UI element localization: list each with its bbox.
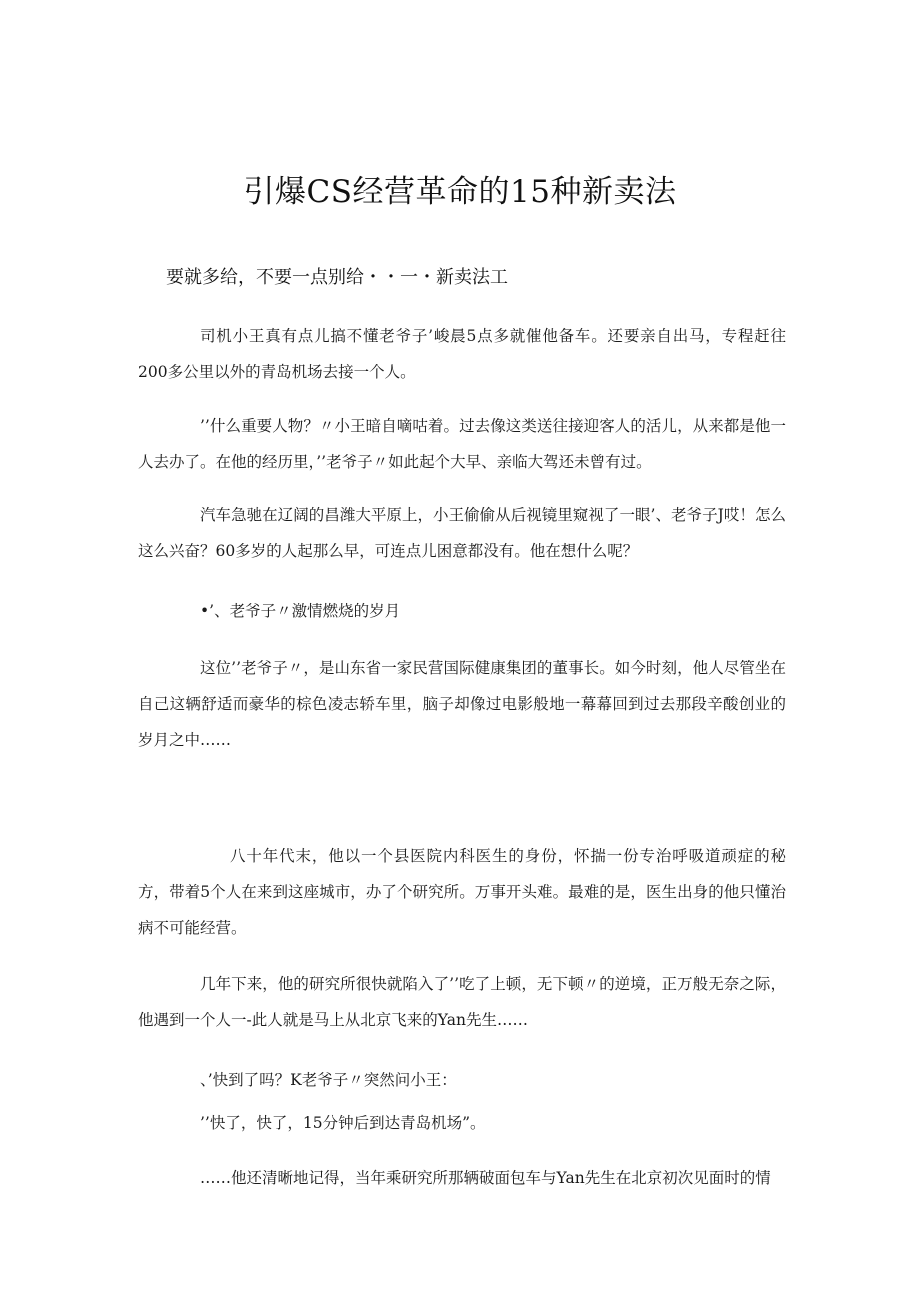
- section-heading: •’、老爷子〃激情燃烧的岁月: [200, 602, 401, 620]
- paragraph-2: ’’什么重要人物？〃小王暗自嘀咕着。过去像这类送往接迎客人的活儿，从来都是他一人去办了。在他的经历里，’’老爷子〃如此起个大早、亲临大驾还未曾有过。: [138, 417, 786, 471]
- document-title: 引爆CS经营革命的15种新卖法: [243, 174, 677, 210]
- document-subtitle: 要就多给，不要一点别给・・一・新卖法工: [166, 267, 508, 288]
- dialog-line-2: ’’快了，快了，15分钟后到达青岛机场”。: [200, 1114, 486, 1132]
- paragraph-5: 八十年代末，他以一个县医院内科医生的身份，怀揣一份专治呼吸道顽症的秘方，带着5个人在来到这座城市，办了个研究所。万事开头难。最难的是，医生出身的他只懂治病不可能经营。: [138, 847, 786, 937]
- dialog-line-1: 、’快到了吗？K老爷子〃突然问小王：: [200, 1071, 457, 1089]
- paragraph-4: 这位’’老爷子〃，是山东省一家民营国际健康集团的董事长。如今时刻，他人尽管坐在自己这辆舒适而豪华的棕色凌志轿车里，脑子却像过电影般地一幕幕回到过去那段辛酸创业的岁月之中……: [138, 659, 786, 749]
- dialog-line-3: ……他还清晰地记得，当年乘研究所那辆破面包车与Yan先生在北京初次见面时的情: [200, 1169, 771, 1187]
- paragraph-3: 汽车急驰在辽阔的昌潍大平原上，小王偷偷从后视镜里窥视了一眼’、老爷子J哎！怎么这么兴奋？60多岁的人起那么早，可连点儿困意都没有。他在想什么呢？: [138, 506, 786, 560]
- paragraph-1: 司机小王真有点儿搞不懂老爷子’峻晨5点多就催他备车。还要亲自出马，专程赶往200多公里以外的青岛机场去接一个人。: [138, 327, 786, 381]
- paragraph-6: 几年下来，他的研究所很快就陷入了’’吃了上顿，无下顿〃的逆境，正万般无奈之际，他遇到一个人一-此人就是马上从北京飞来的Yan先生……: [138, 975, 786, 1029]
